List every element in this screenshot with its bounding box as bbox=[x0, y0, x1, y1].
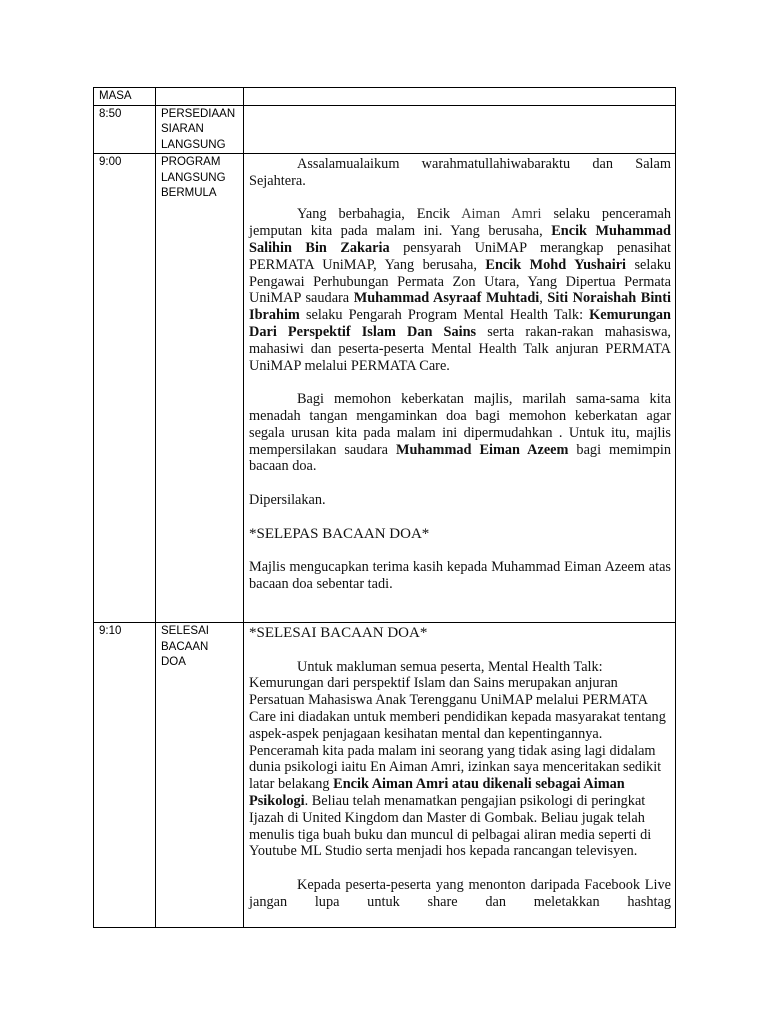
program-title: Kemurungan Dari Perspektif Islam Dan Sains bbox=[249, 307, 671, 340]
after-prayer-caption: *SELEPAS BACAAN DOA* bbox=[249, 525, 430, 542]
officer-name: Encik Mohd Yushairi bbox=[485, 256, 627, 273]
activity-line: LANGSUNG bbox=[161, 171, 226, 184]
greeting-paragraph: Assalamualaikum warahmatullahiwabaraktu dan Salam Sejahtera. bbox=[249, 156, 671, 189]
table-row bbox=[94, 154, 676, 623]
activity-line: SELESAI bbox=[161, 625, 209, 637]
time-label: 9:00 bbox=[99, 156, 122, 168]
program-script-table bbox=[93, 87, 676, 928]
script-cell bbox=[244, 623, 676, 928]
time-cell bbox=[94, 623, 156, 928]
speaker-full-name: Encik Aiman Amri atau dikenali sebagai Aiman Psikologi bbox=[249, 776, 625, 809]
script-cell bbox=[244, 154, 676, 623]
table-header-row bbox=[94, 88, 676, 106]
speaker-intro-paragraph: Untuk makluman semua peserta, Mental Health Talk: Kemurungan dari perspektif Islam dan Sains merupakan anjuran Persatuan Mahasiswa Anak Terengganu UniMAP melalui PERMATA Care ini diadakan untuk memberi pendidikan kepada masyarakat tentang aspek-aspek penjagaan kesihatan mental dan kepentingannya. Penceramah kita pada malam ini seorang yang tidak asing lagi didalam dunia psikologi iaitu En Aiman Amri, izinkan saya menceritakan sedikit latar belakang Encik Aiman Amri atau dikenali sebagai Aiman Psikologi. Beliau telah menamatkan pengajian psikologi di peringkat Ijazah di United Kingdom dan Master di Gombak. Beliau jugak telah menulis tiga buah buku dan muncul di pelbagai aliran media seperti di Youtube ML Studio serta menjadi hos kepada rancangan televisyen. bbox=[249, 658, 666, 860]
header-script-cell bbox=[244, 88, 676, 106]
activity-line: DOA bbox=[161, 656, 186, 668]
time-label: 9:10 bbox=[99, 625, 122, 637]
thanks-paragraph: Majlis mengucapkan terima kasih kepada Muhammad Eiman Azeem atas bacaan doa sebentar tadi. bbox=[249, 559, 671, 592]
activity-cell bbox=[156, 105, 244, 154]
activity-line: LANGSUNG bbox=[161, 138, 226, 151]
activity-line: PROGRAM bbox=[161, 156, 221, 168]
header-activity-cell bbox=[156, 88, 244, 106]
facebook-live-paragraph: Kepada peserta-peserta yang menonton daripada Facebook Live jangan lupa untuk share dan meletakkan hashtag bbox=[249, 876, 671, 910]
prayer-paragraph: Bagi memohon keberkatan majlis, marilah sama-sama kita menadah tangan mengaminkan doa bagi memohon keberkatan agar segala urusan kita pada malam ini dipermudahkan . Untuk itu, majlis mempersilakan saudara Muhammad Eiman Azeem bagi memimpin bacaan doa. bbox=[249, 391, 671, 475]
president-name: Muhammad Asyraaf Muhtadi bbox=[353, 290, 540, 307]
director-name: Siti Noraishah Binti Ibrahim bbox=[249, 290, 671, 324]
prayer-done-caption: *SELESAI BACAAN DOA* bbox=[249, 625, 428, 641]
time-label: 8:50 bbox=[99, 107, 122, 120]
activity-cell bbox=[156, 154, 244, 623]
activity-line: BACAAN bbox=[161, 640, 209, 653]
time-cell bbox=[94, 154, 156, 623]
table-row bbox=[94, 623, 676, 928]
activity-cell bbox=[156, 623, 244, 928]
prayer-leader-name: Muhammad Eiman Azeem bbox=[395, 441, 569, 458]
advisor-name: Encik Muhammad Salihin Bin Zakaria bbox=[249, 223, 671, 256]
speaker-name: Aiman Amri bbox=[461, 206, 542, 223]
activity-line: SIARAN bbox=[161, 123, 204, 135]
table-row bbox=[94, 105, 676, 154]
invite-text: Dipersilakan. bbox=[249, 491, 326, 508]
header-time-cell bbox=[94, 88, 156, 106]
activity-line: BERMULA bbox=[161, 187, 217, 199]
header-time: MASA bbox=[99, 90, 132, 102]
welcome-paragraph: Yang berbahagia, Encik Aiman Amri selaku penceramah jemputan kita pada malam ini. Yang berusaha, Encik Muhammad Salihin Bin Zakaria pensyarah UniMAP merangkap penasihat PERMATA UniMAP, Yang berusaha, Encik Mohd Yushairi selaku Pengawai Perhubungan Permata Zon Utara, Yang Dipertua Permata UniMAP saudara Muhammad Asyraaf Muhtadi, Siti Noraishah Binti Ibrahim selaku Pengarah Program Mental Health Talk: Kemurungan Dari Perspektif Islam Dan Sains serta rakan-rakan mahasiswa, mahasiwi dan peserta-peserta Mental Health Talk anjuran PERMATA UniMAP melalui PERMATA Care. bbox=[249, 206, 671, 374]
script-cell bbox=[244, 105, 676, 154]
activity-line: PERSEDIAAN bbox=[161, 107, 236, 120]
time-cell bbox=[94, 105, 156, 154]
